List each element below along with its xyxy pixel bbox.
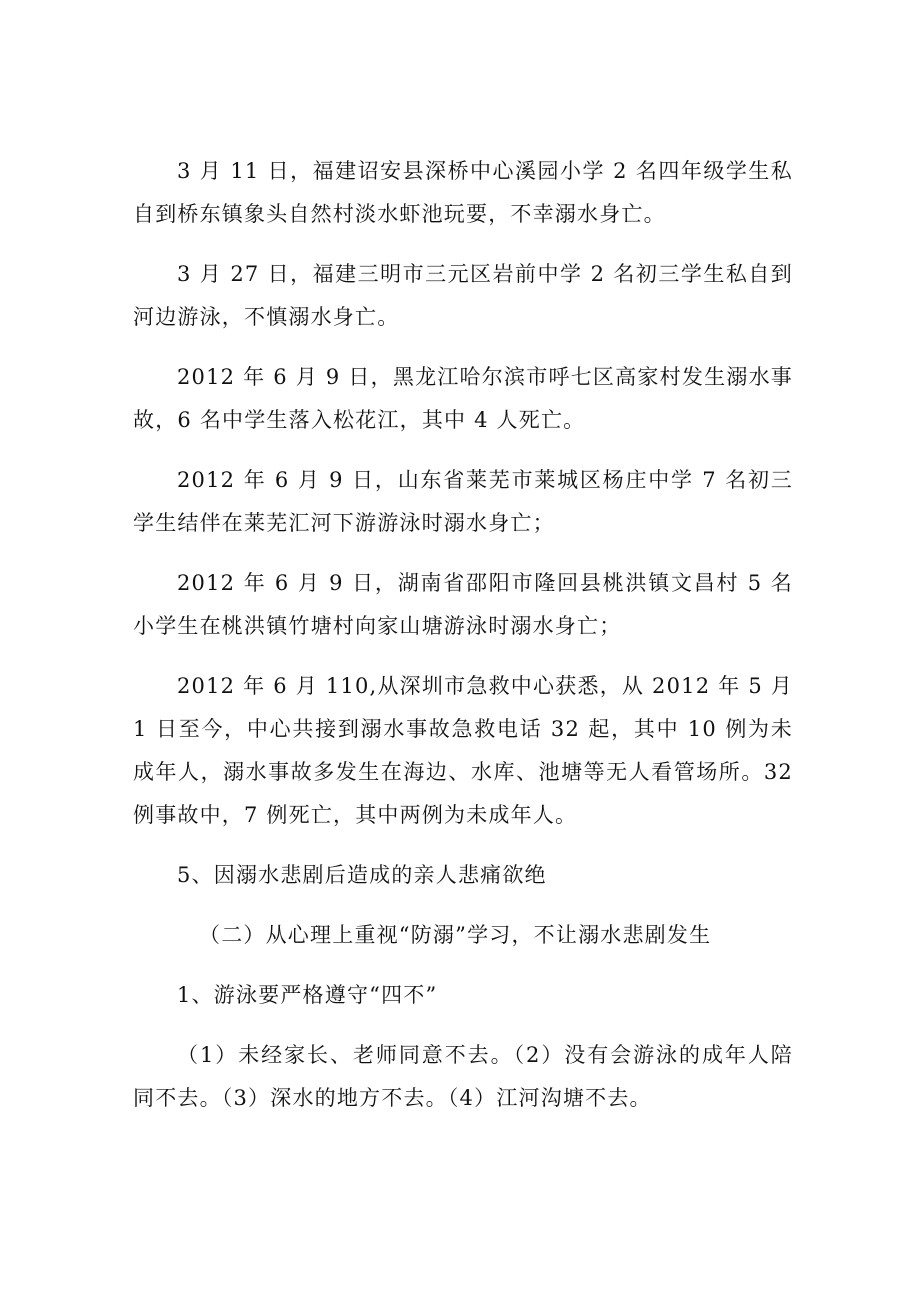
four-rules-paragraph: （1）未经家长、老师同意不去。（2）没有会游泳的成年人陪同不去。（3）深水的地方不去。（4）江河沟塘不去。	[133, 1043, 793, 1110]
paragraph-laiwu-incident: 2012 年 6 月 9 日，山东省莱芜市莱城区杨庄中学 7 名初三学生结伴在莱芜汇河下游游泳时溺水身亡；	[133, 468, 793, 535]
item-1-heading: 1、游泳要严格遵守“四不”	[177, 983, 438, 1007]
item-5-heading: 5、因溺水悲剧后造成的亲人悲痛欲绝	[177, 863, 547, 887]
paragraph-sanming-incident: 3 月 27 日，福建三明市三元区岩前中学 2 名初三学生私自到河边游泳，不慎溺水身亡。	[133, 262, 793, 329]
paragraph-zhaoan-incident: 3 月 11 日，福建诏安县深桥中心溪园小学 2 名四年级学生私自到桥东镇象头自然村淡水虾池玩要，不幸溺水身亡。	[133, 159, 793, 226]
paragraph-harbin-incident: 2012 年 6 月 9 日，黑龙江哈尔滨市呼七区高家村发生溺水事故，6 名中学生落入松花江，其中 4 人死亡。	[133, 365, 793, 432]
section-2-heading: （二）从心理上重视“防溺”学习，不让溺水悲剧发生	[199, 923, 712, 947]
paragraph-shenzhen-statistics: 2012 年 6 月 110,从深圳市急救中心获悉，从 2012 年 5 月 1 日至今，中心共接到溺水事故急救电话 32 起，其中 10 例为未成年人，溺水事故多发生在海边、水库、池塘等无人看管场所。32 例事故中，7 例死亡，其中两例为未成年人。	[133, 674, 793, 827]
paragraph-shaoyang-incident: 2012 年 6 月 9 日，湖南省邵阳市隆回县桃洪镇文昌村 5 名小学生在桃洪镇竹塘村向家山塘游泳时溺水身亡；	[133, 571, 793, 638]
document-body	[133, 150, 793, 1120]
